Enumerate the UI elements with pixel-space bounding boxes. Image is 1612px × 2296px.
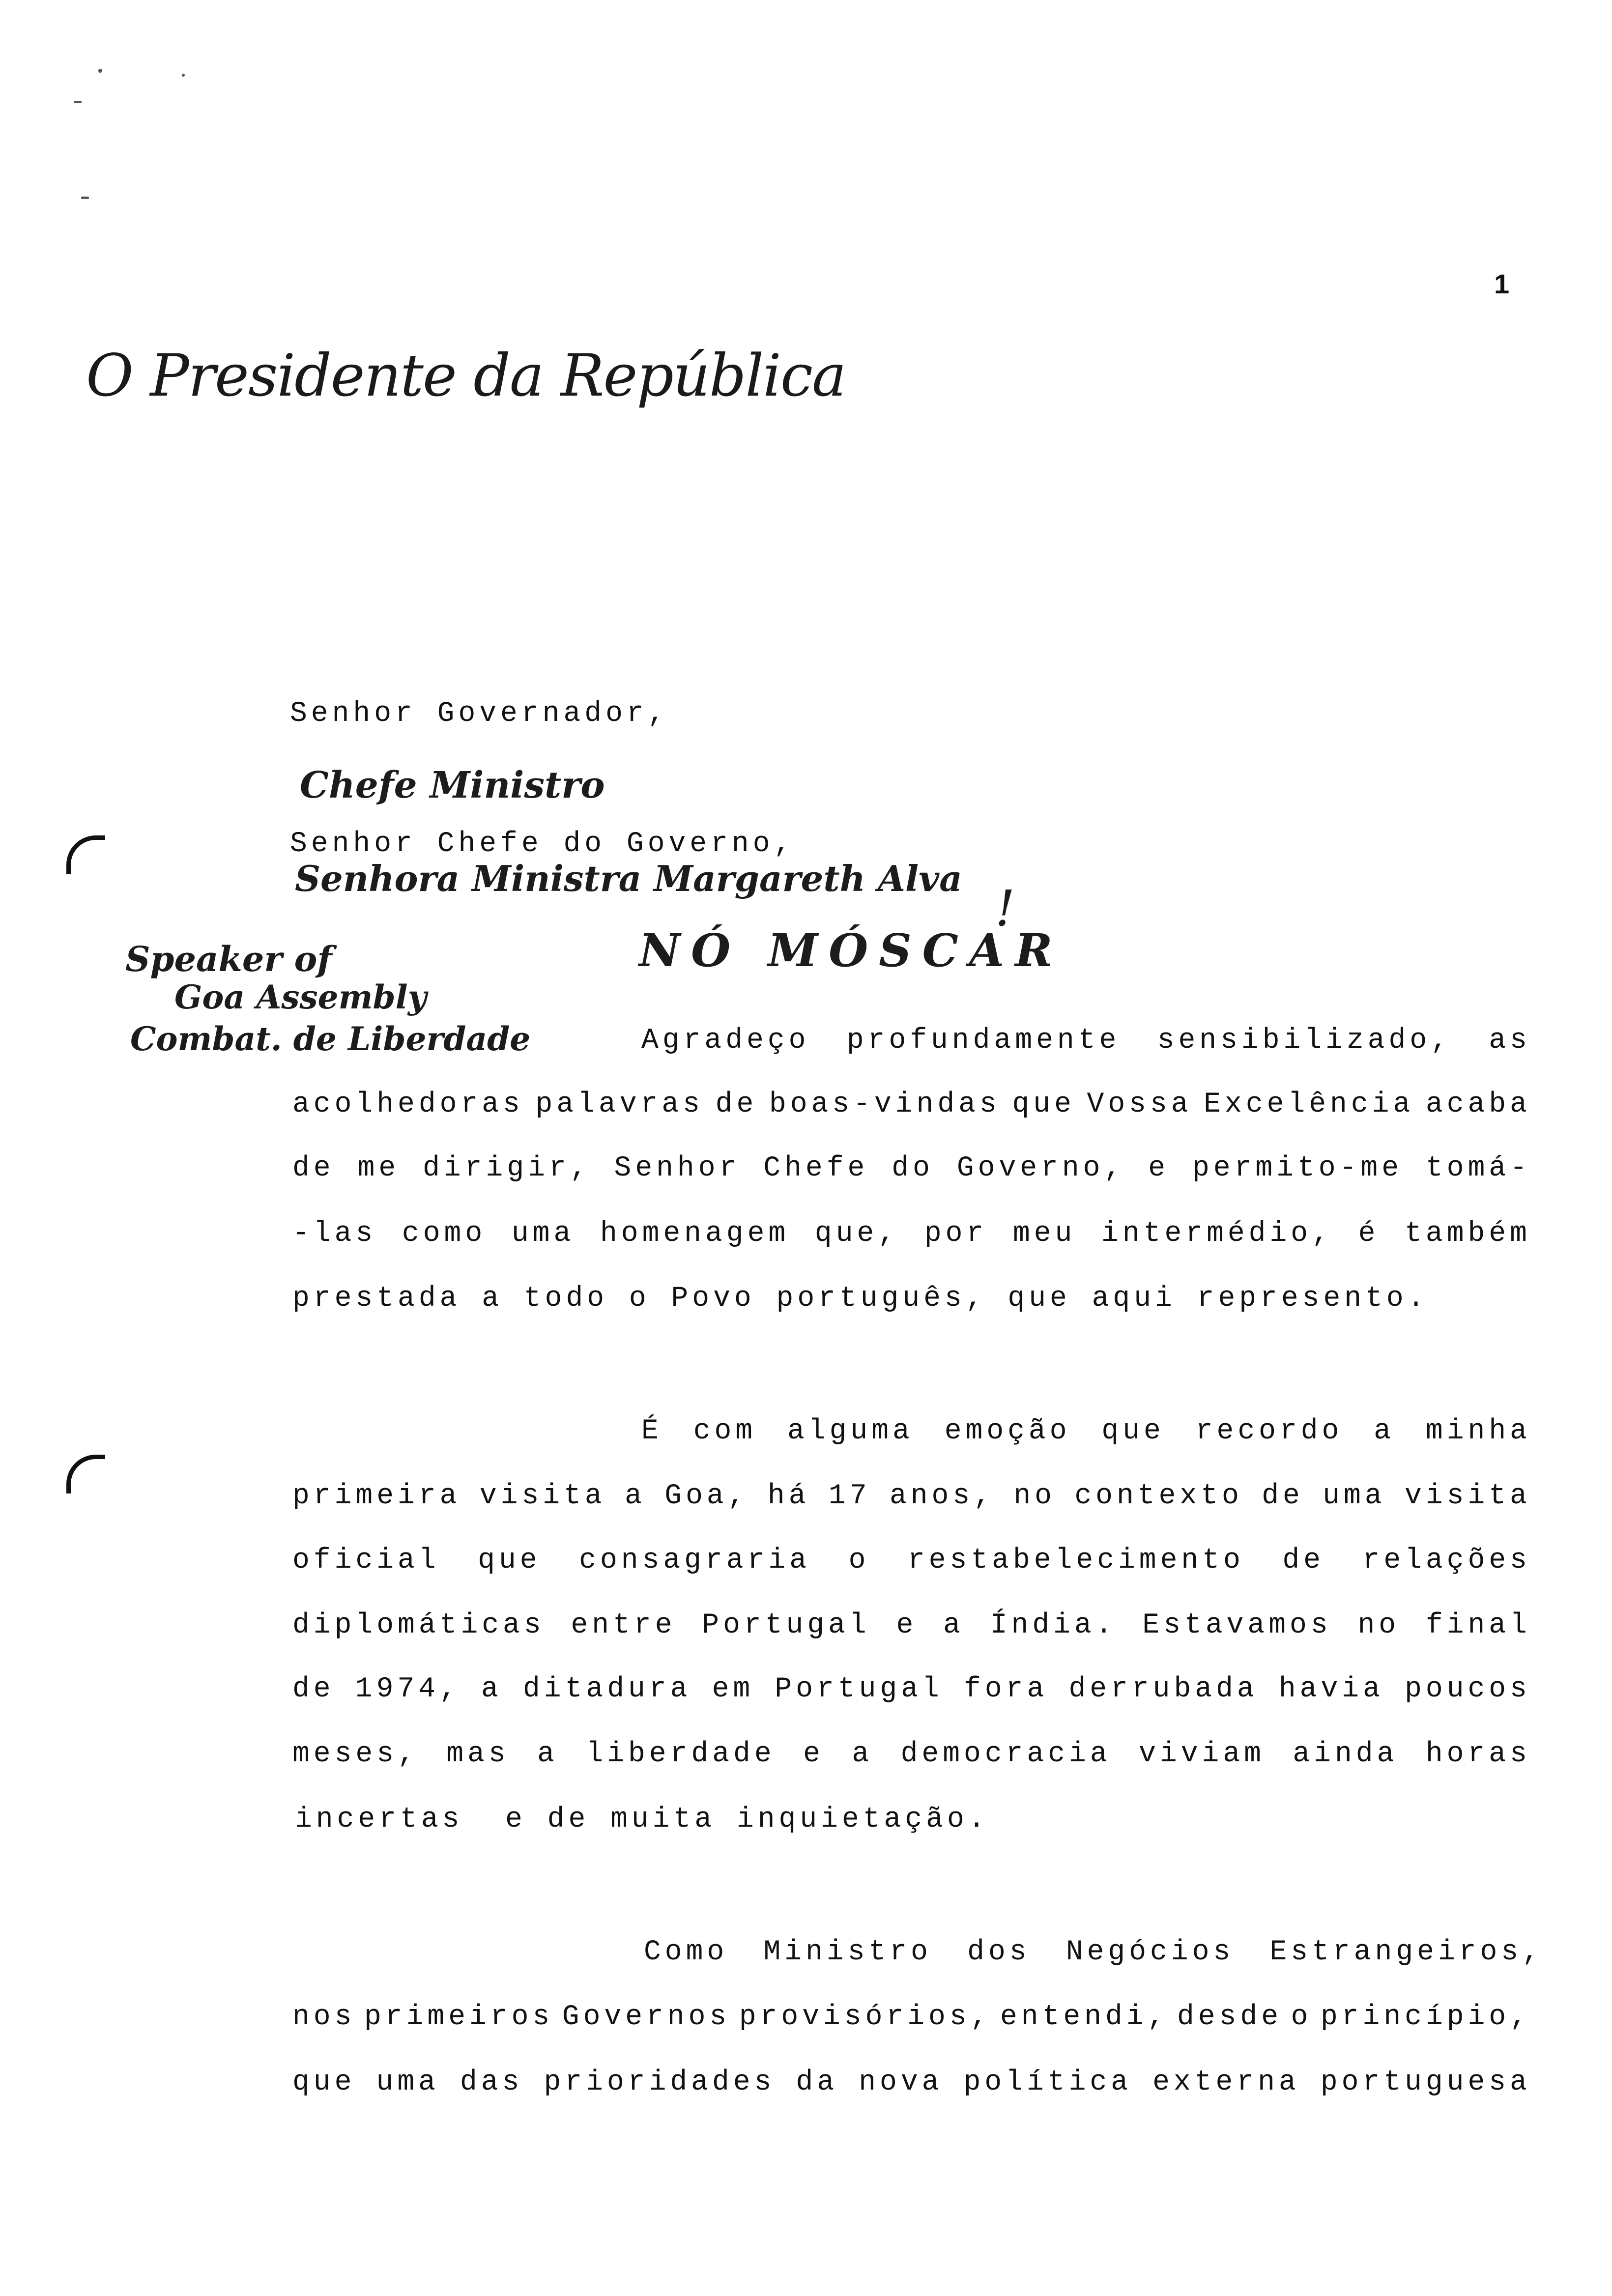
salutation-governor: Senhor Governador, <box>290 698 669 730</box>
paragraph-2-line-7: incertas e de muita inquietação. <box>295 1804 989 1836</box>
paragraph-3-line-3: que uma das prioridades da nova política externa portuguesa <box>292 2066 1531 2098</box>
paragraph-2-line-4: diplomáticas entre Portugal e a Índia. Estavamos no final <box>292 1609 1531 1641</box>
handwritten-margin-line1: Speaker of <box>125 939 332 979</box>
paragraph-3-line-1: Como Ministro dos Negócios Estrangeiros, <box>644 1936 1543 1968</box>
handwritten-no-moscar: NÓ MÓSCAR <box>639 924 1064 977</box>
margin-arc-mark <box>66 835 105 874</box>
paragraph-3-line-2: nos primeiros Governos provisórios, entendi, desde o princípio, <box>292 2001 1531 2033</box>
letterhead: O Presidente da República <box>86 342 846 409</box>
handwritten-senhora-ministra: Senhora Ministra Margareth Alva <box>295 858 962 899</box>
paragraph-1-line-4: -las como uma homenagem que, por meu intermédio, é também <box>292 1218 1531 1250</box>
scan-speck <box>98 69 102 73</box>
handwritten-chefe-ministro: Chefe Ministro <box>300 764 605 806</box>
paragraph-2-line-5: de 1974, a ditadura em Portugal fora derrubada havia poucos <box>292 1673 1531 1705</box>
paragraph-1-line-1: Agradeço profundamente sensibilizado, as <box>641 1025 1531 1057</box>
page-number: 1 <box>1494 268 1510 299</box>
paragraph-1-line-2: acolhedoras palavras de boas-vindas que Vossa Excelência acaba <box>292 1089 1531 1120</box>
handwritten-exclamation: ! <box>995 880 1015 937</box>
paragraph-2-line-2: primeira visita a Goa, há 17 anos, no contexto de uma visita <box>292 1480 1531 1512</box>
paragraph-1-line-3: de me dirigir, Senhor Chefe do Governo, e permito-me tomá- <box>292 1152 1531 1184</box>
paragraph-2-line-1: É com alguma emoção que recordo a minha <box>641 1415 1531 1447</box>
paragraph-2-line-6: meses, mas a liberdade e a democracia viviam ainda horas <box>292 1738 1531 1770</box>
scan-speck <box>74 101 82 103</box>
scan-speck <box>81 197 89 199</box>
handwritten-margin-line3: Combat. de Liberdade <box>130 1020 531 1058</box>
scan-speck <box>182 74 185 77</box>
paragraph-2-line-3: oficial que consagraria o restabelecimento de relações <box>292 1545 1531 1577</box>
margin-arc-mark <box>66 1455 105 1493</box>
paragraph-1-line-5: prestada a todo o Povo português, que aqui represento. <box>292 1283 1429 1315</box>
handwritten-margin-line2: Goa Assembly <box>174 978 427 1016</box>
salutation-chefe: Senhor Chefe do Governo, <box>290 828 795 860</box>
